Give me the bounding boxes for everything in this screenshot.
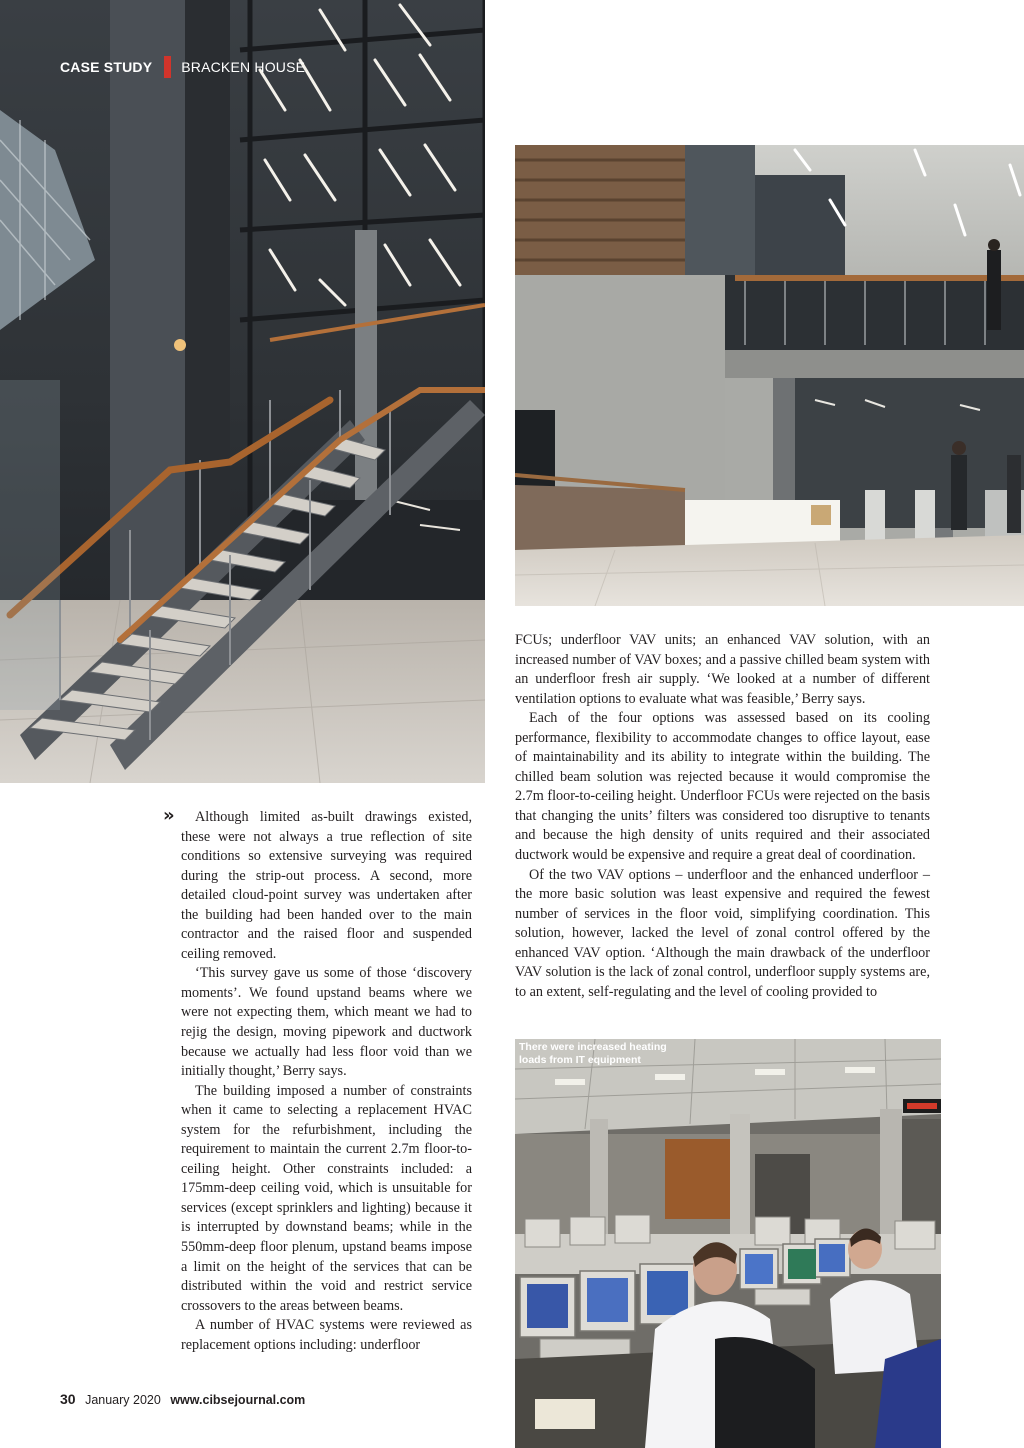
reception-photo (515, 145, 1024, 606)
paragraph: Although limited as-built drawings existed, these were not always a true reflection of site conditions so extensive surveying was required during the strip-out process. A second, more detailed cloud-point survey was undertaken after the building had been handed over to the main contractor and the raised floor and suspended ceiling removed. (181, 809, 472, 962)
section-label: CASE STUDY (60, 59, 153, 75)
paragraph: Of the two VAV options – underfloor and the enhanced underfloor – the more basic solution was least expensive and required the fewest number of services in the floor void, simplifying coordination. This solution, however, lacked the level of zonal control offered by the enhanced VAV option. ‘Although the main drawback of the underfloor VAV solution is the lack of zonal control, underfloor supply systems are, to an extent, self-regulating and the level of cooling provided to (515, 866, 930, 1000)
section-header (60, 56, 305, 78)
atrium-photo (0, 0, 485, 783)
issue-date: January 2020 (85, 1393, 161, 1407)
paragraph: The building imposed a number of constraints when it came to selecting a replacement HVAC system for the refurbishment, including the requirement to maintain the current 2.7m floor-to-ceiling height. Other constraints included: a 175mm-deep ceiling void, which is unsuitable for services (except sprinklers and lighting) because it is interrupted by downstand beams; while in the 550mm-deep floor plenum, upstand beams impose a limit on the height of the services that can be distributed within the void and restrict service crossovers to the areas between beams. (181, 1082, 472, 1314)
double-chevron-icon: » (163, 805, 175, 826)
paragraph: A number of HVAC systems were reviewed as replacement options including: underfloor (181, 1317, 472, 1353)
paragraph: Each of the four options was assessed based on its cooling performance, flexibility to accommodate changes to office layout, ease of maintainability and its ability to integrate within the building. The chilled beam solution was rejected because it would compromise the 2.7m floor-to-ceiling height. Underfloor FCUs were rejected on the basis that changing the units’ filters was considered too disruptive to tenants and because the high density of units required and their associated ductwork would be expensive and require a great deal of coordination. (515, 710, 930, 864)
paragraph: FCUs; underfloor VAV units; an enhanced VAV solution, with an increased number of VAV boxes; and a passive chilled beam system with an underfloor fresh air supply. ‘We looked at a number of different ventilation options to evaluate what was feasible,’ Berry says. (515, 632, 930, 707)
header-divider (164, 56, 171, 78)
paragraph: ‘This survey gave us some of those ‘discovery moments’. We found upstand beams where we were not expecting them, which meant we had to rejig the design, moving pipework and ductwork because we actually had less floor void than we initially thought,’ Berry says. (181, 965, 472, 1080)
page-footer (60, 1391, 305, 1407)
journal-url[interactable]: www.cibsejournal.com (170, 1393, 306, 1407)
topic-label: BRACKEN HOUSE (181, 59, 306, 75)
body-text-left-column (181, 808, 472, 1355)
trading-floor-photo (515, 1039, 941, 1448)
page-number: 30 (60, 1391, 76, 1407)
photo-caption: There were increased heating loads from IT equipment (519, 1041, 667, 1066)
body-text-right-column (515, 631, 930, 1002)
